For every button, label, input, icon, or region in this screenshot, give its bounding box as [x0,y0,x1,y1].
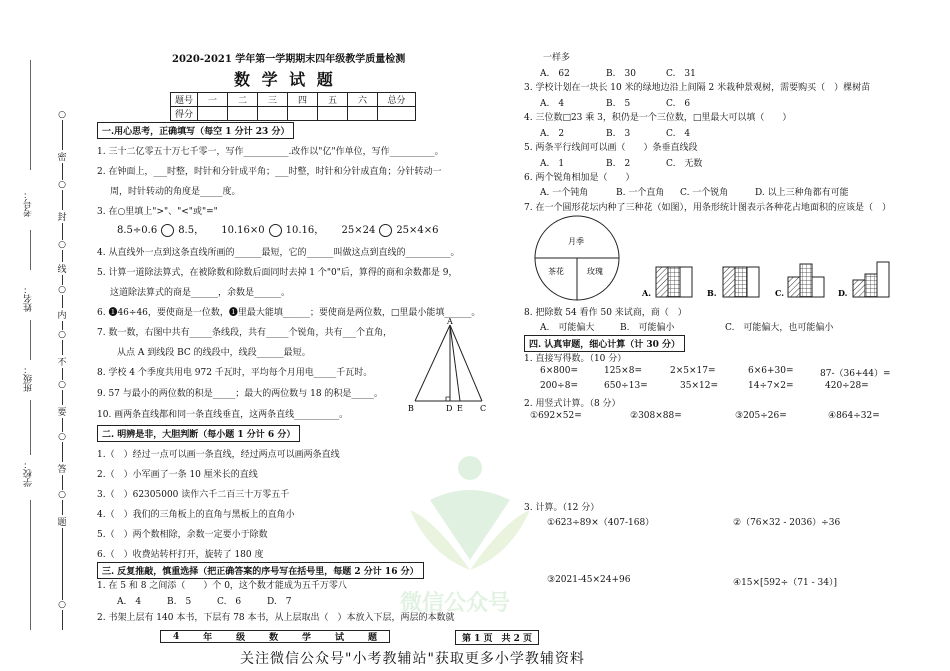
question: 6. ❶46÷46，要使商是一位数，❶里最大能填______；要使商是两位数，□里最小能填______。 [97,308,481,318]
score-table [170,92,416,121]
question: 4. 三位数□23 乘 3，积仍是一个三位数，□里最大可以填（ ） [524,113,792,123]
question-cont: 一样多 [543,53,571,63]
score-entry[interactable] [258,107,288,121]
seal-char: 题 [55,515,69,528]
page-number: 第 1 页 共 2 页 [455,630,539,645]
seal-char: ○ [55,180,69,190]
label-exam-no: 考号： [24,190,34,217]
option: D. 以上三种角都有可能 [755,188,849,198]
point-label: A [447,317,453,326]
option: C. 无数 [666,159,703,169]
triangle-figure [400,315,500,415]
score-cell: 得分 [171,107,198,121]
question: 3. 在○里填上">"、"<"或"=" [97,207,218,217]
calc-item: ③205÷26= [735,411,787,421]
label-class: 班级： [24,365,34,392]
seal-char: 要 [55,405,69,418]
judgment-item: 6.（ ）收费站转杆打开，旋转了 180 度 [97,550,264,560]
seal-char: ○ [55,380,69,390]
question: 2. 书架上层有 140 本书，下层有 78 本书，从上层取出（ ）本放入下层，两层的本数就 [97,613,455,623]
judgment-item: 3.（ ）62305000 读作六千二百三十万零五千 [97,490,290,500]
bar [735,267,747,297]
footer-char: 4 [172,631,180,642]
binding-line [30,400,31,455]
question: 7. 在一个圆形花坛内种了三种花（如图），用条形统计图表示各种花占地面积的应该是（ ） [524,203,891,213]
score-cell: 总分 [378,93,416,107]
question: 8. 把除数 54 看作 50 来试商，商（ ） [524,308,687,318]
score-cell: 题号 [171,93,198,107]
compare-expr: 10.16×0 [221,225,265,236]
score-cell: 五 [318,93,348,107]
bar [865,274,877,297]
question: 1. 三十二亿零五十万七千零一，写作__________.改作以"亿"作单位，写作__________。 [97,147,444,157]
option: B. 一个直角 [616,188,665,198]
question: 8. 学校 4 个季度共用电 972 千瓦时，平均每个月用电_____千瓦时。 [97,368,373,378]
promo-footer: 关注微信公众号"小考教辅站"获取更多小学教辅资料 [240,651,585,667]
score-entry[interactable] [378,107,416,121]
question: 2. 在钟面上，___时整，时针和分针成平角；___时整，时针和分针成直角；分针转动一 [97,167,442,177]
label-name: 姓名： [24,285,34,312]
score-entry[interactable] [288,107,318,121]
question: 5. 计算一道除法算式，在被除数和除数后面同时去掉 1 个"0"后，算得的商和余数都是 9， [97,268,458,278]
seal-char: 密 [55,150,69,163]
bar-option-label: B. [707,288,717,298]
question: 从点 A 到线段 BC 的线段中，线段______最短。 [117,348,311,358]
page-footer-left [160,630,390,643]
question: 5. 两条平行线间可以画（ ）条垂直线段 [524,143,698,153]
option: C. 6 [666,99,691,109]
judgment-item: 1.（ ）经过一点可以画一条直线，经过两点可以画两条直线 [97,450,340,460]
bar [656,267,668,297]
bar [812,277,824,297]
compare-expr: 25×4×6 [396,225,439,236]
section-heading: 一.用心思考，正确填写（每空 1 分计 23 分） [97,122,294,139]
footer-char: 试 [334,633,344,643]
footer-char: 题 [367,633,377,643]
section-heading: 四. 认真审题，细心计算（计 30 分） [524,335,685,352]
option: C. 4 [666,129,691,139]
score-cell: 四 [288,93,318,107]
footer-char: 学 [302,633,312,643]
option: B. 30 [606,69,636,79]
option: A. 4 [540,99,565,109]
bar [877,262,889,297]
question: 3. 学校计划在一块长 10 米的绿地边沿上间隔 2 米栽种景观树，需要购买（ ）棵树苗 [524,83,871,93]
seal-char: ○ [55,285,69,295]
question: 7. 数一数，右图中共有_____条线段，共有_____个锐角，共有___个直角， [97,328,392,338]
pie-label: 茶花 [548,267,564,276]
option: A. 4 [117,597,142,607]
judgment-item: 2.（ ）小军画了一条 10 厘米长的直线 [97,470,258,480]
score-cell: 六 [348,93,378,107]
question: 这道除法算式的商是______，余数是______。 [110,288,291,298]
footer-char: 级 [236,633,246,643]
calc-item: 87-（36+44）= [820,369,891,379]
exam-subject: 数 学 试 题 [234,70,336,89]
bar [853,280,865,297]
calc-item: 200÷8= [540,381,578,391]
calc-item: ③2021-45×24+96 [547,575,631,585]
option: C. 一个锐角 [680,188,729,198]
option: B. 5 [167,597,192,607]
score-cell: 一 [198,93,228,107]
option: B. 3 [606,129,631,139]
question: 9. 57 与最小的两位数的积是_____；最大的两位数与 18 的积是_____。 [97,389,383,399]
calc-item: 420÷28= [825,381,869,391]
option: C. 6 [217,597,242,607]
judgment-item: 5.（ ）两个数相除，余数一定要小于除数 [97,530,268,540]
option: D. 7 [267,597,292,607]
pie-label: 月季 [568,237,584,246]
binding-line [30,60,31,170]
seal-char: 内 [55,308,69,321]
calc-item: ②308×88= [630,411,682,421]
calc-item: 6×6+30= [748,366,794,376]
seal-char: 封 [55,210,69,223]
question: 3. 计算。（12 分） [524,503,600,513]
point-label: D [446,404,453,413]
calc-item: ②（76×32 - 2036）÷36 [733,518,841,528]
seal-char: 不 [55,355,69,368]
footer-char: 数 [269,633,279,643]
option: B. 可能偏小 [620,323,675,333]
option: C. 31 [666,69,696,79]
question: 周，时针转动的角度是_____度。 [110,187,241,197]
binding-line [30,320,31,360]
bar-option-label: A. [642,288,651,298]
seal-char: ○ [55,490,69,500]
compare-expr: 10.16， [285,225,325,236]
seal-char: ○ [55,432,69,442]
calc-item: 650÷13= [604,381,648,391]
calc-item: ①623÷89×（407-168） [547,518,655,528]
point-label: E [457,404,463,413]
score-entry[interactable] [228,107,258,121]
option: A. 一个钝角 [540,188,589,198]
seal-char: 线 [55,262,69,275]
compare-circle[interactable] [161,224,174,237]
seal-char: ○ [55,110,69,120]
question: 1. 直接写得数。（10 分） [524,354,627,364]
option: A. 62 [540,69,570,79]
option: A. 1 [540,159,565,169]
binding-line [30,230,31,270]
calc-item: 2×5×17= [670,366,716,376]
footer-char: 年 [203,633,213,643]
section-heading: 二. 明辨是非，大胆判断（每小题 1 分计 6 分） [97,425,300,442]
point-label: C [480,404,487,413]
label-school: 学校： [24,460,34,487]
seal-char: ○ [55,600,69,610]
option: A. 可能偏大 [540,323,595,333]
option: A. 2 [540,129,565,139]
score-cell: 二 [228,93,258,107]
seal-char: 答 [55,462,69,475]
bar [723,267,735,297]
exam-title: 2020-2021 学年第一学期期末四年级教学质量检测 [172,54,406,65]
calc-item: 125×8= [604,366,642,376]
seal-char: ○ [55,240,69,250]
calc-item: 14÷7×2= [748,381,794,391]
score-entry[interactable] [198,107,228,121]
section-heading: 三. 反复推敲，慎重选择（把正确答案的序号写在括号里，每题 2 分计 16 分） [97,562,424,579]
bar-option-label: C. [775,288,785,298]
calc-item: ④864÷32= [828,411,880,421]
watermark-text: 微信公众号 [400,590,511,616]
bar [680,267,692,297]
option: C. 可能偏大，也可能偏小 [725,323,834,333]
point-label: B [408,404,414,413]
bar-option-label: D. [838,288,848,298]
calc-item: 6×800= [540,366,578,376]
bar [668,267,680,297]
compare-expr: 8.5÷0.6 [117,225,158,236]
question: 6. 两个锐角相加是（ ） [524,173,635,183]
option: B. 2 [606,159,631,169]
watermark-logo [395,440,545,640]
score-entry[interactable] [318,107,348,121]
compare-circle[interactable] [379,224,392,237]
calc-item: 35×12= [680,381,718,391]
score-entry[interactable] [348,107,378,121]
question: 1. 在 5 和 8 之间添（ ）个 0，这个数才能成为五千万零八 [97,581,347,591]
calc-item: ④15×[592÷（71 - 34）] [733,578,837,588]
compare-row [117,221,439,237]
option: B. 5 [606,99,631,109]
question: 4. 从直线外一点到这条直线所画的______最短，它的______叫做这点到直线的__________。 [97,248,460,258]
compare-expr: 25×24 [341,225,376,236]
bar [788,277,800,297]
compare-expr: 8.5， [178,225,205,236]
seal-char: ○ [55,330,69,340]
pie-label: 玫瑰 [587,267,603,276]
question: 10. 画两条直线都和同一条直线垂直，这两条直线__________。 [97,410,349,420]
score-cell: 三 [258,93,288,107]
flower-chart-figure [530,212,930,304]
compare-circle[interactable] [269,224,282,237]
question: 2. 用竖式计算。（8 分） [524,399,621,409]
binding-line [30,500,31,630]
bar [800,264,812,297]
bar [747,267,759,297]
calc-item: ①692×52= [530,411,582,421]
judgment-item: 4.（ ）我们的三角板上的直角与黑板上的直角小 [97,510,295,520]
